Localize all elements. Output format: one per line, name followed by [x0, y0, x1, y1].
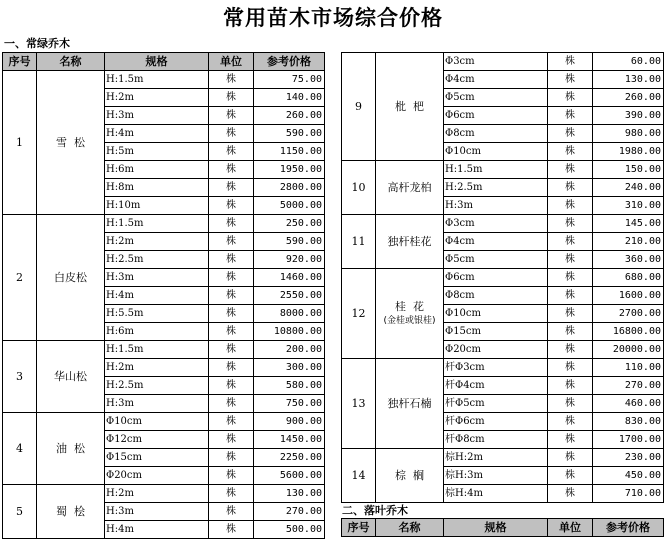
- page-title: 常用苗木市场综合价格: [223, 6, 443, 30]
- price-cell: 2800.00: [254, 179, 325, 197]
- unit-cell: 株: [548, 359, 593, 377]
- spec-cell: H:2.5m: [105, 377, 209, 395]
- item-number: 9: [342, 53, 376, 161]
- price-cell: 250.00: [254, 215, 325, 233]
- spec-cell: Φ15cm: [444, 323, 548, 341]
- price-cell: 2550.00: [254, 287, 325, 305]
- item-name-cell: [37, 485, 105, 539]
- unit-cell: 株: [209, 287, 254, 305]
- spec-cell: H:1.5m: [105, 215, 209, 233]
- header-name: 名称: [37, 53, 105, 71]
- item-number: 3: [3, 341, 37, 413]
- unit-cell: 株: [548, 71, 593, 89]
- spec-cell: 棕H:4m: [444, 485, 548, 503]
- unit-cell: 株: [548, 449, 593, 467]
- item-name-cell: [376, 269, 444, 359]
- item-name-cell: [376, 53, 444, 161]
- unit-cell: 株: [209, 143, 254, 161]
- spec-cell: Φ5cm: [444, 251, 548, 269]
- spec-cell: H:8m: [105, 179, 209, 197]
- item-name: 高杆龙柏: [387, 180, 432, 194]
- item-name-cell: [37, 413, 105, 485]
- spec-cell: H:2.5m: [444, 179, 548, 197]
- unit-cell: 株: [548, 251, 593, 269]
- header-name: 名称: [376, 519, 444, 537]
- unit-cell: 株: [209, 89, 254, 107]
- unit-cell: 株: [548, 377, 593, 395]
- unit-cell: 株: [548, 341, 593, 359]
- item-number: 1: [3, 71, 37, 215]
- spec-cell: H:2m: [105, 485, 209, 503]
- price-cell: 1450.00: [254, 431, 325, 449]
- item-number: 10: [342, 161, 376, 215]
- unit-cell: 株: [209, 395, 254, 413]
- right-table-body: [342, 53, 664, 503]
- spec-cell: Φ5cm: [444, 89, 548, 107]
- unit-cell: 株: [548, 485, 593, 503]
- spec-cell: 杆Φ4cm: [444, 377, 548, 395]
- unit-cell: 株: [209, 413, 254, 431]
- price-cell: 900.00: [254, 413, 325, 431]
- price-cell: 230.00: [593, 449, 664, 467]
- price-cell: 10800.00: [254, 323, 325, 341]
- item-name-cell: [376, 161, 444, 215]
- price-cell: 140.00: [254, 89, 325, 107]
- header-price: 参考价格: [254, 53, 325, 71]
- unit-cell: 株: [209, 197, 254, 215]
- price-cell: 830.00: [593, 413, 664, 431]
- spec-cell: H:6m: [105, 323, 209, 341]
- price-cell: 75.00: [254, 71, 325, 89]
- evergreen-table-body: [3, 71, 325, 539]
- unit-cell: 株: [548, 287, 593, 305]
- spec-cell: H:5m: [105, 143, 209, 161]
- table-row: [3, 413, 325, 431]
- spec-cell: H:3m: [105, 503, 209, 521]
- price-cell: 2250.00: [254, 449, 325, 467]
- section-heading-evergreen: 一、常绿乔木: [4, 37, 70, 50]
- item-name-note: (金桂或银桂): [383, 315, 436, 326]
- price-cell: 5600.00: [254, 467, 325, 485]
- item-name: 枇 杷: [395, 99, 424, 113]
- table-row: [3, 71, 325, 89]
- spec-cell: Φ20cm: [444, 341, 548, 359]
- header-no: 序号: [3, 53, 37, 71]
- table-header-row: [3, 53, 325, 71]
- item-name-cell: [376, 359, 444, 449]
- item-name: 独杆石楠: [387, 396, 432, 410]
- unit-cell: 株: [209, 125, 254, 143]
- price-cell: 145.00: [593, 215, 664, 233]
- price-cell: 920.00: [254, 251, 325, 269]
- unit-cell: 株: [209, 71, 254, 89]
- header-price: 参考价格: [593, 519, 664, 537]
- evergreen-price-table: [2, 52, 325, 539]
- item-name: 独杆桂花: [387, 234, 432, 248]
- price-cell: 130.00: [254, 485, 325, 503]
- unit-cell: 株: [209, 269, 254, 287]
- spec-cell: H:6m: [105, 161, 209, 179]
- spec-cell: H:2m: [105, 359, 209, 377]
- table-row: [342, 269, 664, 287]
- table-header-row: [342, 519, 664, 537]
- item-name-cell: [376, 449, 444, 503]
- price-cell: 260.00: [593, 89, 664, 107]
- price-cell: 310.00: [593, 197, 664, 215]
- unit-cell: 株: [209, 251, 254, 269]
- spec-cell: H:10m: [105, 197, 209, 215]
- spec-cell: H:3m: [105, 269, 209, 287]
- item-number: 13: [342, 359, 376, 449]
- unit-cell: 株: [548, 53, 593, 71]
- deciduous-price-table: [341, 518, 664, 537]
- price-cell: 590.00: [254, 125, 325, 143]
- price-cell: 580.00: [254, 377, 325, 395]
- price-cell: 210.00: [593, 233, 664, 251]
- header-unit: 单位: [209, 53, 254, 71]
- table-row: [342, 215, 664, 233]
- price-cell: 500.00: [254, 521, 325, 539]
- item-name: 白皮松: [54, 270, 87, 284]
- item-name: 油 松: [56, 441, 85, 455]
- price-cell: 300.00: [254, 359, 325, 377]
- spec-cell: Φ12cm: [105, 431, 209, 449]
- item-number: 2: [3, 215, 37, 341]
- unit-cell: 株: [548, 215, 593, 233]
- spec-cell: Φ6cm: [444, 269, 548, 287]
- unit-cell: 株: [209, 485, 254, 503]
- price-cell: 1980.00: [593, 143, 664, 161]
- price-cell: 450.00: [593, 467, 664, 485]
- unit-cell: 株: [548, 395, 593, 413]
- unit-cell: 株: [209, 431, 254, 449]
- item-name: 桂 花: [395, 299, 424, 313]
- header-spec: 规格: [105, 53, 209, 71]
- unit-cell: 株: [209, 377, 254, 395]
- price-cell: 270.00: [593, 377, 664, 395]
- item-number: 4: [3, 413, 37, 485]
- price-cell: 260.00: [254, 107, 325, 125]
- price-cell: 130.00: [593, 71, 664, 89]
- table-row: [3, 341, 325, 359]
- unit-cell: 株: [209, 305, 254, 323]
- spec-cell: H:4m: [105, 521, 209, 539]
- item-name-cell: [37, 215, 105, 341]
- price-cell: 240.00: [593, 179, 664, 197]
- item-number: 5: [3, 485, 37, 539]
- unit-cell: 株: [209, 233, 254, 251]
- price-cell: 980.00: [593, 125, 664, 143]
- unit-cell: 株: [548, 305, 593, 323]
- unit-cell: 株: [548, 179, 593, 197]
- spec-cell: Φ10cm: [444, 143, 548, 161]
- unit-cell: 株: [209, 107, 254, 125]
- price-cell: 8000.00: [254, 305, 325, 323]
- price-cell: 750.00: [254, 395, 325, 413]
- unit-cell: 株: [548, 125, 593, 143]
- price-cell: 460.00: [593, 395, 664, 413]
- unit-cell: 株: [209, 215, 254, 233]
- price-cell: 110.00: [593, 359, 664, 377]
- header-spec: 规格: [444, 519, 548, 537]
- spec-cell: H:3m: [444, 197, 548, 215]
- unit-cell: 株: [209, 323, 254, 341]
- unit-cell: 株: [548, 233, 593, 251]
- table-row: [3, 485, 325, 503]
- unit-cell: 株: [548, 89, 593, 107]
- unit-cell: 株: [548, 161, 593, 179]
- unit-cell: 株: [548, 431, 593, 449]
- price-cell: 680.00: [593, 269, 664, 287]
- spec-cell: 杆Φ3cm: [444, 359, 548, 377]
- price-cell: 1150.00: [254, 143, 325, 161]
- unit-cell: 株: [209, 503, 254, 521]
- spec-cell: Φ6cm: [444, 107, 548, 125]
- spec-cell: Φ15cm: [105, 449, 209, 467]
- unit-cell: 株: [209, 179, 254, 197]
- table-row: [342, 359, 664, 377]
- unit-cell: 株: [209, 341, 254, 359]
- spec-cell: 杆Φ6cm: [444, 413, 548, 431]
- right-price-table: [341, 52, 664, 503]
- spec-cell: H:2m: [105, 233, 209, 251]
- price-cell: 590.00: [254, 233, 325, 251]
- item-name-cell: [37, 71, 105, 215]
- section-heading-deciduous: 二、落叶乔木: [342, 504, 408, 517]
- spec-cell: H:1.5m: [444, 161, 548, 179]
- unit-cell: 株: [548, 323, 593, 341]
- item-number: 14: [342, 449, 376, 503]
- spec-cell: H:3m: [105, 107, 209, 125]
- price-cell: 20000.00: [593, 341, 664, 359]
- price-cell: 270.00: [254, 503, 325, 521]
- unit-cell: 株: [209, 359, 254, 377]
- price-cell: 60.00: [593, 53, 664, 71]
- header-no: 序号: [342, 519, 376, 537]
- spec-cell: H:5.5m: [105, 305, 209, 323]
- spec-cell: H:4m: [105, 125, 209, 143]
- table-row: [342, 161, 664, 179]
- price-cell: 16800.00: [593, 323, 664, 341]
- price-cell: 1700.00: [593, 431, 664, 449]
- spec-cell: Φ10cm: [444, 305, 548, 323]
- unit-cell: 株: [548, 413, 593, 431]
- price-cell: 1950.00: [254, 161, 325, 179]
- unit-cell: 株: [548, 197, 593, 215]
- spec-cell: 杆Φ5cm: [444, 395, 548, 413]
- price-cell: 1460.00: [254, 269, 325, 287]
- spec-cell: H:1.5m: [105, 71, 209, 89]
- spec-cell: Φ4cm: [444, 71, 548, 89]
- item-name-cell: [37, 341, 105, 413]
- table-row: [3, 215, 325, 233]
- spec-cell: Φ8cm: [444, 125, 548, 143]
- item-name: 棕 榈: [395, 468, 424, 482]
- spec-cell: H:4m: [105, 287, 209, 305]
- spec-cell: Φ10cm: [105, 413, 209, 431]
- unit-cell: 株: [209, 521, 254, 539]
- price-cell: 150.00: [593, 161, 664, 179]
- item-name: 蜀 桧: [56, 504, 85, 518]
- item-number: 12: [342, 269, 376, 359]
- price-cell: 1600.00: [593, 287, 664, 305]
- price-cell: 360.00: [593, 251, 664, 269]
- price-cell: 2700.00: [593, 305, 664, 323]
- table-row: [342, 53, 664, 71]
- item-number: 11: [342, 215, 376, 269]
- item-name: 雪 松: [56, 135, 85, 149]
- spec-cell: H:2m: [105, 89, 209, 107]
- unit-cell: 株: [209, 161, 254, 179]
- price-cell: 200.00: [254, 341, 325, 359]
- spec-cell: H:2.5m: [105, 251, 209, 269]
- spec-cell: 杆Φ8cm: [444, 431, 548, 449]
- spec-cell: Φ8cm: [444, 287, 548, 305]
- spec-cell: Φ4cm: [444, 233, 548, 251]
- price-cell: 390.00: [593, 107, 664, 125]
- spec-cell: Φ3cm: [444, 215, 548, 233]
- price-cell: 5000.00: [254, 197, 325, 215]
- price-cell: 710.00: [593, 485, 664, 503]
- unit-cell: 株: [548, 143, 593, 161]
- spec-cell: Φ20cm: [105, 467, 209, 485]
- unit-cell: 株: [209, 467, 254, 485]
- table-row: [342, 449, 664, 467]
- unit-cell: 株: [548, 467, 593, 485]
- item-name-cell: [376, 215, 444, 269]
- item-name: 华山松: [54, 369, 87, 383]
- header-unit: 单位: [548, 519, 593, 537]
- spec-cell: 棕H:2m: [444, 449, 548, 467]
- spec-cell: H:1.5m: [105, 341, 209, 359]
- unit-cell: 株: [209, 449, 254, 467]
- spec-cell: 棕H:3m: [444, 467, 548, 485]
- unit-cell: 株: [548, 269, 593, 287]
- spec-cell: H:3m: [105, 395, 209, 413]
- spec-cell: Φ3cm: [444, 53, 548, 71]
- unit-cell: 株: [548, 107, 593, 125]
